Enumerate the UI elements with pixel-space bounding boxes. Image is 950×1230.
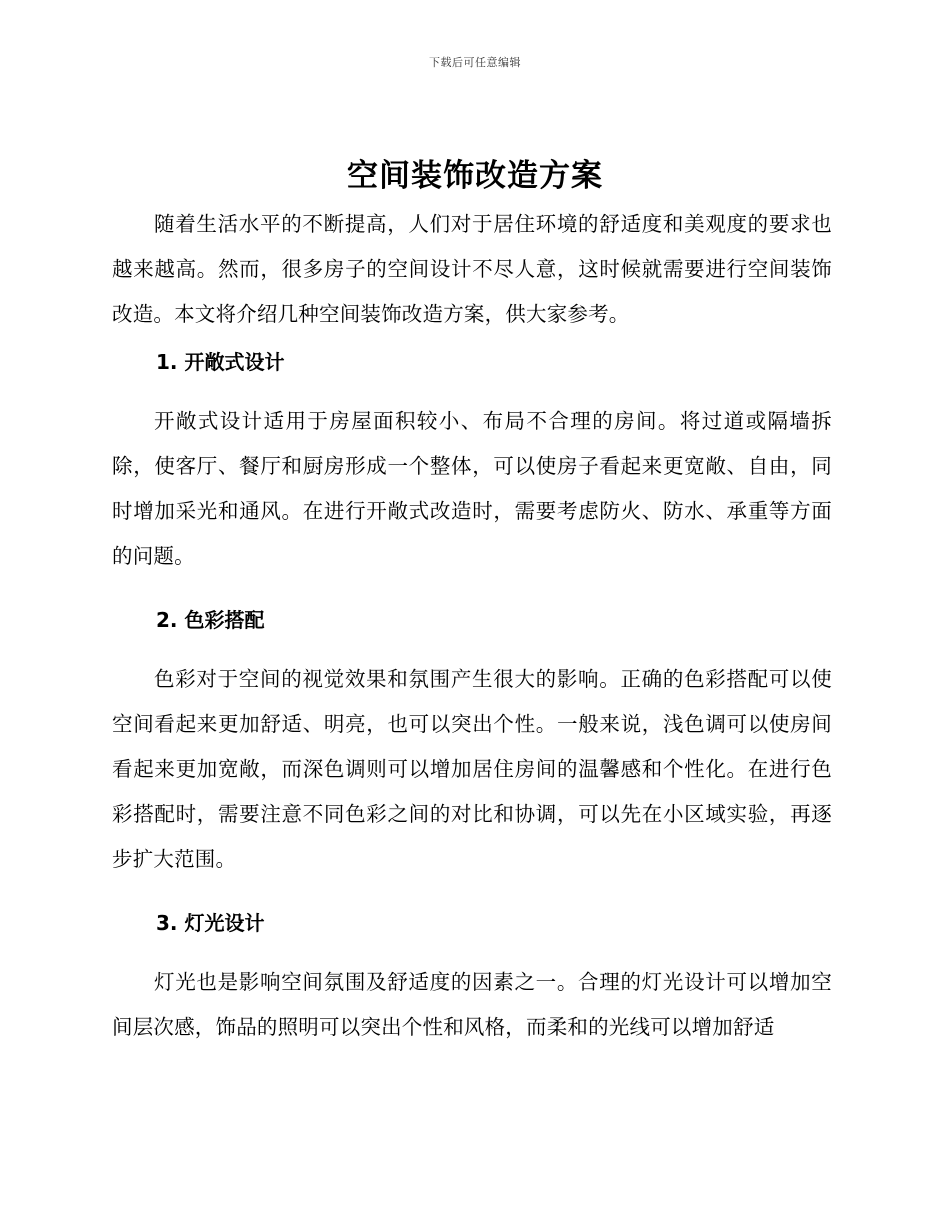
section-heading-color-matching: 2. 色彩搭配	[156, 608, 265, 632]
section-body-open-design: 开敞式设计适用于房屋面积较小、布局不合理的房间。将过道或隔墙拆除，使客厅、餐厅和厨房形成一个整体，可以使房子看起来更宽敞、自由，同时增加采光和通风。在进行开敞式改造时，需要考虑防火、防水、承重等方面的问题。	[112, 409, 832, 568]
document-body	[112, 202, 832, 1050]
section-body-lighting-design: 灯光也是影响空间氛围及舒适度的因素之一。合理的灯光设计可以增加空间层次感，饰品的照明可以突出个性和风格，而柔和的光线可以增加舒适	[112, 970, 832, 1039]
section-body-color-matching: 色彩对于空间的视觉效果和氛围产生很大的影响。正确的色彩搭配可以使空间看起来更加舒适、明亮，也可以突出个性。一般来说，浅色调可以使房间看起来更加宽敞，而深色调则可以增加居住房间的温馨感和个性化。在进行色彩搭配时，需要注意不同色彩之间的对比和协调，可以先在小区域实验，再逐步扩大范围。	[112, 667, 832, 871]
document-title: 空间装饰改造方案	[347, 158, 603, 194]
section-heading-lighting-design: 3. 灯光设计	[156, 911, 265, 935]
section-heading-open-design: 1. 开敞式设计	[156, 350, 285, 374]
intro-paragraph: 随着生活水平的不断提高，人们对于居住环境的舒适度和美观度的要求也越来越高。然而，很多房子的空间设计不尽人意，这时候就需要进行空间装饰改造。本文将介绍几种空间装饰改造方案，供大家参考。	[112, 212, 832, 326]
header-note: 下载后可任意编辑	[429, 56, 521, 69]
